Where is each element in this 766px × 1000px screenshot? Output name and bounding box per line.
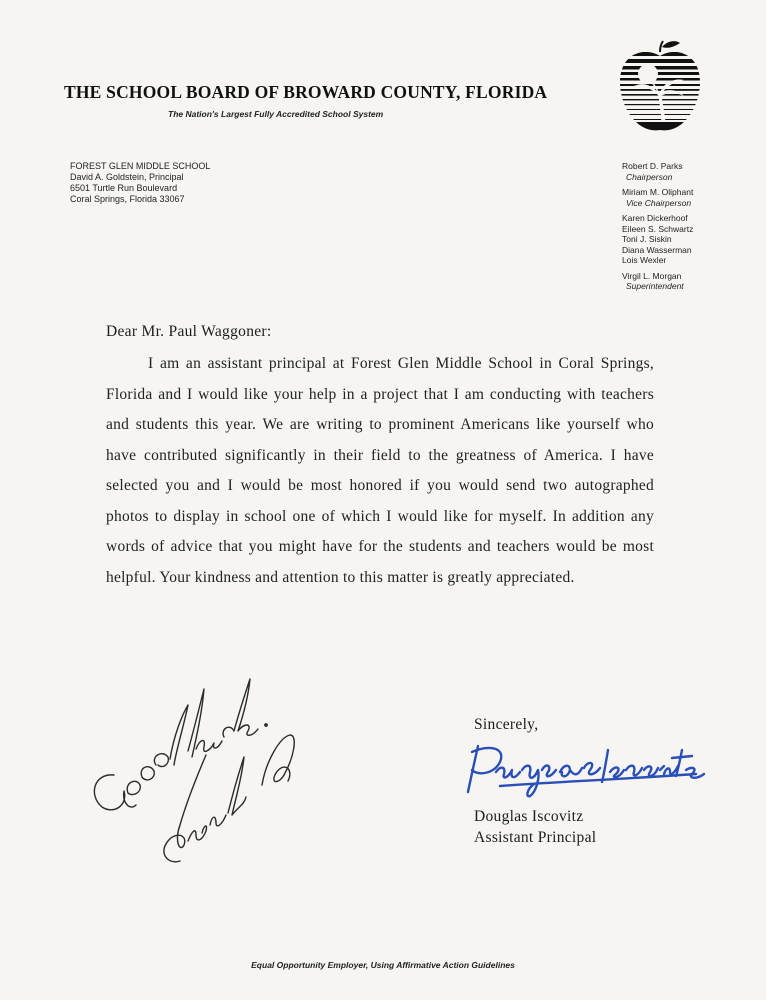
board-members-list <box>622 161 693 292</box>
board-vice-role: Vice Chairperson <box>626 197 692 208</box>
superintendent-name: Virgil L. Morgan <box>622 270 682 281</box>
letter-body: I am an assistant principal at Forest Glen Middle School in Coral Springs, Florida and I would like your help in a project that I am conducting with teachers and students this year. We are writing to prominent Americans like yourself who have contributed significantly in their field to the greatness of America. I have selected you and I would be most honored if you would send two autographed photos to display in school one of which I would like for myself. In addition any words of advice that you might have for the students and teachers would be most helpful. Your kindness and attention to this matter is greatly appreciated. <box>106 355 654 586</box>
signer-name: Douglas Iscovitz <box>474 808 584 825</box>
street-address: 6501 Turtle Run Boulevard <box>70 183 178 193</box>
signer-title: Assistant Principal <box>474 829 597 846</box>
board-member: Toni J. Siskin <box>622 234 672 244</box>
board-chair-name: Robert D. Parks <box>622 161 683 171</box>
board-member: Karen Dickerhoof <box>622 213 688 223</box>
board-member: Eileen S. Schwartz <box>622 223 694 234</box>
board-member: Lois Wexler <box>622 255 667 265</box>
letter-closing: Sincerely, <box>474 716 539 733</box>
letterhead-title: THE SCHOOL BOARD OF BROWARD COUNTY, FLORIDA <box>64 82 548 102</box>
superintendent-role: Superintendent <box>626 281 684 291</box>
school-address-block <box>70 161 210 205</box>
school-name: FOREST GLEN MIDDLE SCHOOL <box>70 161 211 171</box>
city-state-zip: Coral Springs, Florida 33067 <box>70 194 185 204</box>
principal-line: David A. Goldstein, Principal <box>70 172 184 182</box>
board-chair-role: Chairperson <box>626 171 673 182</box>
board-vice-name: Miriam M. Oliphant <box>622 187 694 197</box>
board-member: Diana Wasserman <box>622 244 692 255</box>
signature-douglas-iscovitz <box>460 736 710 806</box>
handwritten-autograph <box>84 665 324 885</box>
apple-palm-tree-logo-icon <box>614 38 706 138</box>
letter-salutation: Dear Mr. Paul Waggoner: <box>106 323 272 340</box>
letterhead-tagline: The Nation's Largest Fully Accredited School System <box>168 109 384 119</box>
signer-block <box>474 806 596 848</box>
footer-statement: Equal Opportunity Employer, Using Affirmative Action Guidelines <box>251 960 515 970</box>
